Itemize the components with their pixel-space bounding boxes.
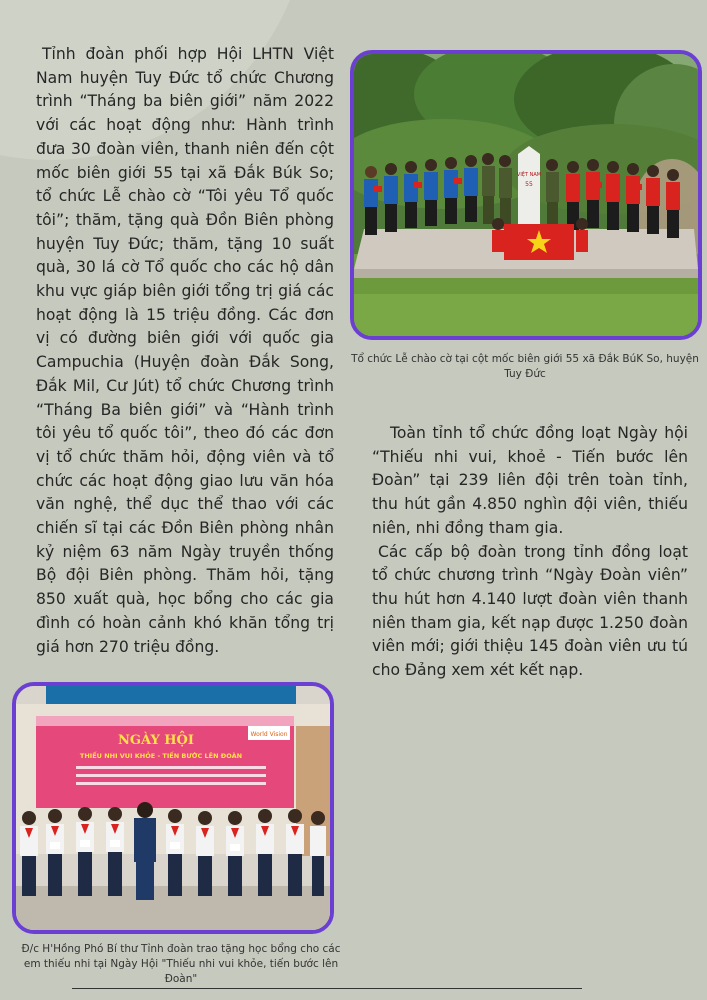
- article-paragraph: Tỉnh đoàn phối hợp Hội LHTN Việt Nam huyện Tuy Đức tổ chức Chương trình “Tháng ba biên giới” năm 2022 với các hoạt động như: Hành trình đưa 30 đoàn viên, thanh niên đến cột mốc biên giới 55 tại xã Đắk Búk So; tổ chức Lễ chào cờ “Tôi yêu Tổ quốc tôi”; thăm, tặng quà Đồn Biên phòng huyện Tuy Đức; thăm, tặng 10 suất quà, 30 lá cờ Tổ quốc cho các hộ dân khu vực giáp biên giới tổng trị giá các hoạt động là 15 triệu đồng. Các đơn vị có đường biên giới với quốc gia Campuchia (Huyện đoàn Đắk Song, Đắk Mil, Cư Jút) tổ chức Chương trình “Tháng Ba biên giới” và “Hành trình tôi yêu tổ quốc tôi”, theo đó các đơn vị tổ chức thăm hỏi, động viên và tổ chức các hoạt động giao lưu văn hóa văn nghệ, thể dục thể thao với các chiến sĩ tại các Đồn Biên phòng nhân kỷ niệm 63 năm Ngày truyền thống Bộ đội Biên phòng. Thăm hỏi, tặng 850 xuất quà, học bổng cho các gia đình có hoàn cảnh khó khăn tổng trị giá hơn 270 triệu đồng.: [36, 45, 334, 656]
- article-right-column: [372, 422, 688, 683]
- banner-subtitle-text: THIẾU NHI VUI KHỎE - TIẾN BƯỚC LÊN ĐOÀN: [79, 752, 243, 760]
- photo-caption-children-event: Đ/c H'Hồng Phó Bí thư Tỉnh đoàn trao tặng học bổng cho các em thiếu nhi tại Ngày Hội "Thiếu nhi vui khỏe, tiến bước lên Đoàn": [21, 943, 341, 985]
- bottom-divider: [72, 988, 582, 989]
- border-ceremony-image: [354, 54, 698, 336]
- photo-border-marker-ceremony: [350, 50, 702, 340]
- photo-caption-border-ceremony: Tổ chức Lễ chào cờ tại cột mốc biên giới 55 xã Đắk BúK So, huyện Tuy Đức: [351, 353, 699, 380]
- sponsor-logo-text: World Vision: [250, 731, 288, 738]
- vietnam-flag: [492, 218, 588, 260]
- article-left-column: [36, 43, 334, 659]
- border-marker: [518, 154, 540, 234]
- banner-title-text: NGÀY HỘI: [118, 733, 194, 748]
- article-paragraph: Các cấp bộ đoàn trong tỉnh đồng loạt tổ chức chương trình “Ngày Đoàn viên” thu hút hơn 4.140 lượt đoàn viên thanh niên tham gia, kết nạp được 1.250 đoàn viên mới; giới thiệu 145 đoàn viên ưu tú cho Đảng xem xét kết nạp.: [372, 542, 688, 680]
- children-event-image: [16, 686, 330, 930]
- marker-number-text: 55: [525, 181, 533, 188]
- photo-children-event: [12, 682, 334, 934]
- marker-country-text: VIỆT NAM: [516, 172, 542, 178]
- article-paragraph: Toàn tỉnh tổ chức đồng loạt Ngày hội “Thiếu nhi vui, khoẻ - Tiến bước lên Đoàn” tại 239 liên đội trên toàn tỉnh, thu hút gần 4.850 nghìn đội viên, thiếu niên, nhi đồng tham gia.: [372, 424, 688, 537]
